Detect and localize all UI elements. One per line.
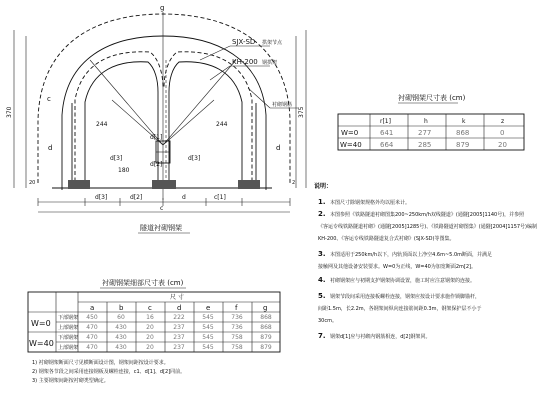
label-d3-left: d[3]: [110, 155, 123, 162]
size-r0-c3: 868: [456, 129, 470, 137]
right-frame-outer: [164, 52, 252, 188]
detail-cells: [86, 314, 272, 351]
size-r1-c3: 879: [456, 141, 470, 149]
dim-bottom-d: d: [182, 194, 186, 201]
label-right-note: 衬砌钢筋: [272, 102, 293, 108]
detail-th-e: e: [206, 304, 211, 312]
dim-20: 20: [29, 180, 36, 186]
detail-cell: 470: [86, 334, 98, 341]
leader-kh: [210, 66, 230, 80]
label-kh-note: 钢拱架: [262, 60, 278, 66]
detail-table: [28, 278, 280, 384]
detail-cell: 758: [231, 334, 243, 341]
notes-heading: 说明：: [314, 183, 333, 190]
dim-180: 180: [118, 167, 130, 174]
detail-cell: 16: [146, 314, 154, 321]
detail-th-c: c: [148, 304, 152, 312]
note-text: 本图适用于250km/h以下，内轨顶面以上净空4.6m~5.0m断面，并满足: [330, 252, 492, 258]
label-kh: KH-200: [232, 58, 258, 66]
size-r0-c4: 0: [500, 129, 505, 137]
detail-cell: 470: [86, 324, 98, 331]
note-text: 本图尺寸除钢架规格外均以厘米计。: [330, 200, 411, 206]
size-r1-c4: 20: [498, 141, 507, 149]
detail-cell: 470: [86, 344, 98, 351]
size-r0-c2: 277: [418, 129, 432, 137]
tunnel-section-drawing: [6, 4, 306, 233]
size-r1-c1: 664: [380, 141, 394, 149]
note-number: 1.: [318, 198, 326, 206]
note-text: KH-200、《客运专线铁路隧道复合式衬砌》(SJX-SD)等图集。: [318, 236, 455, 242]
note-number: 5.: [318, 292, 326, 300]
note-number: 4.: [318, 276, 326, 284]
right-footing: [238, 180, 260, 189]
dim-2: 2: [292, 180, 296, 186]
detail-th-g: g: [263, 304, 268, 312]
dim-right-value: 375: [298, 106, 305, 118]
radial-line-3: [163, 60, 236, 145]
label-d1: d[1]: [150, 134, 163, 141]
detail-cell: 237: [173, 324, 185, 331]
label-d3-right: d[3]: [188, 155, 201, 162]
detail-cell: 545: [202, 334, 214, 341]
label-sjx: SJX-SD: [232, 38, 256, 46]
detail-cell: 736: [231, 324, 243, 331]
note-text: 钢架节段间采用连接板螺栓连接，钢架应按设计要求施作锁脚锚杆，: [330, 294, 481, 300]
detail-r0-label: W=0: [31, 319, 51, 328]
dim-bottom-d3: d[3]: [95, 194, 108, 201]
size-th-4: z: [501, 118, 505, 125]
size-th-2: h: [424, 118, 428, 125]
center-footing: [152, 180, 176, 189]
detail-cell: 450: [86, 314, 98, 321]
detail-cell: 758: [231, 344, 243, 351]
note-text: 《客运专线铁路隧道衬砌》(通隧[2005]1285号)、《铁路隧道衬砌图集》(通隧[2004]1157号)编制: [318, 224, 538, 230]
detail-cell: 222: [173, 314, 185, 321]
note-text: 接触网及其他设备安装要求。W=0为正线，W=40为加宽断面2m[2]。: [318, 264, 476, 270]
label-d-right: d: [276, 144, 281, 152]
detail-r0-sub-a: 下部钢架: [58, 315, 79, 321]
dim-244-left: 244: [96, 121, 108, 128]
size-r1-c2: 285: [418, 141, 432, 149]
label-c: c: [47, 95, 51, 103]
detail-group-header: 尺 寸: [170, 294, 184, 301]
note-text: 30cm。: [318, 318, 337, 324]
detail-cell: 868: [260, 324, 272, 331]
dim-bottom-c: c: [160, 205, 164, 212]
detail-cell: 237: [173, 344, 185, 351]
size-table: [338, 93, 524, 150]
dim-bottom-d2: d[2]: [130, 194, 143, 201]
note-text: 衬砌钢架应与初期支护钢架协调设置，施工时应注意钢架的连接。: [330, 278, 476, 284]
detail-r0-sub-b: 上部钢架: [58, 325, 79, 331]
dim-bottom-c1: c[1]: [214, 194, 226, 201]
size-th-1: r[1]: [380, 118, 391, 125]
detail-cell: 430: [115, 344, 127, 351]
detail-note-2: 2) 钢架各节段之间采用连接钢板及螺栓连接，c1、d[1]、d[2]同前。: [32, 369, 186, 375]
detail-cell: 736: [231, 314, 243, 321]
detail-note-1: 1) 衬砌钢架断面尺寸见横断面设计图，钢架间距按设计要求。: [32, 360, 169, 366]
size-r1-c0: W=40: [340, 141, 362, 149]
dim-244-right: 244: [216, 121, 228, 128]
detail-cell: 879: [260, 334, 272, 341]
label-sjx-note: 拱架节点: [262, 40, 283, 46]
note-number: 2.: [318, 210, 326, 218]
detail-note-3: 3) 主要钢架间距按衬砌类型确定。: [32, 378, 109, 384]
note-text: 本图参照《铁路隧道衬砌图集200~250km/h双线隧道》(通隧[2005]1140号)，并参照: [330, 212, 525, 218]
size-th-3: k: [462, 118, 466, 125]
detail-cell: 545: [202, 344, 214, 351]
label-g: g: [160, 4, 165, 12]
detail-table-title: 衬砌钢架细部尺寸表 (cm): [102, 279, 184, 287]
detail-cell: 545: [202, 324, 214, 331]
detail-r1-sub-a: 下部钢架: [58, 335, 79, 341]
note-text: 钢架d[1]应与衬砌内钢筋相连，d[2]钢架同。: [330, 334, 431, 340]
leader-right: [248, 88, 270, 108]
detail-cell: 545: [202, 314, 214, 321]
note-number: 3.: [318, 250, 326, 258]
detail-cell: 237: [173, 334, 185, 341]
detail-cell: 430: [115, 324, 127, 331]
detail-r1-sub-b: 上部钢架: [58, 345, 79, 351]
detail-cell: 430: [115, 334, 127, 341]
left-footing: [68, 180, 90, 189]
label-d2: d[2]: [150, 161, 163, 168]
radial-line-1: [90, 60, 163, 145]
detail-r1-label: W=40: [29, 339, 54, 348]
detail-cell: 20: [146, 334, 154, 341]
note-text: 间距1.5m，长2.2m，各钢架间纵向连接筋间距0.3m，钢架保护层不小于: [318, 306, 482, 312]
dim-left-value: 370: [6, 106, 13, 118]
detail-th-f: f: [235, 304, 238, 312]
size-r0-c1: 641: [380, 129, 394, 137]
drawing-caption: 隧道衬砌钢架: [140, 224, 182, 232]
detail-th-d: d: [177, 304, 182, 312]
detail-cell: 20: [146, 324, 154, 331]
detail-cell: 20: [146, 344, 154, 351]
label-d-left: d: [48, 144, 53, 152]
size-r0-c0: W=0: [341, 129, 359, 137]
notes-section: [314, 182, 537, 340]
detail-cell: 60: [117, 314, 125, 321]
detail-cell: 879: [260, 344, 272, 351]
detail-th-a: a: [90, 304, 95, 312]
detail-th-b: b: [119, 304, 124, 312]
detail-cell: 868: [260, 314, 272, 321]
note-number: 7.: [318, 332, 326, 340]
radial-line-4: [163, 100, 214, 145]
size-table-title: 衬砌钢架尺寸表 (cm): [398, 94, 466, 102]
